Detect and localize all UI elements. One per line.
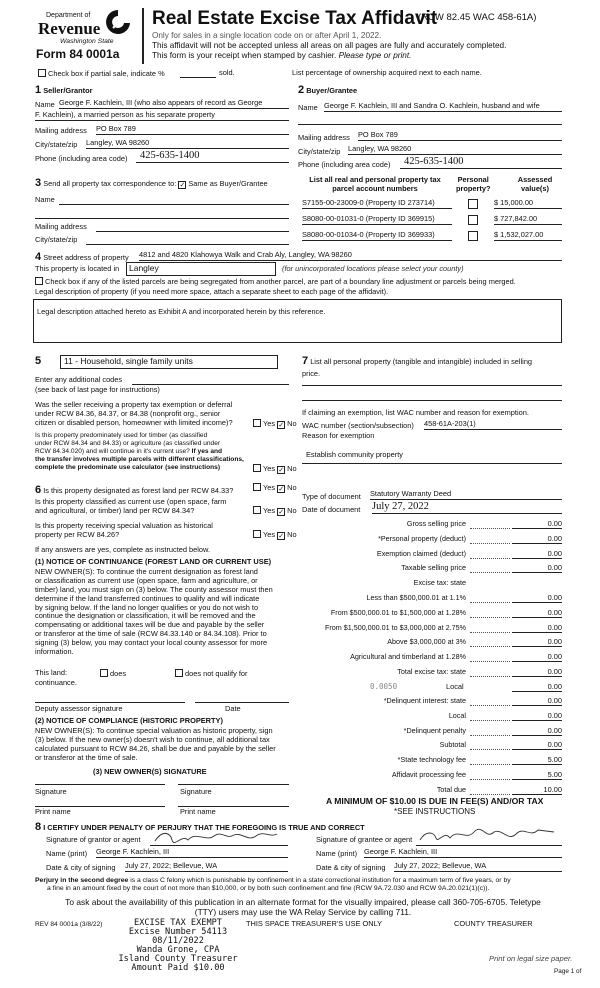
reason-line[interactable] bbox=[302, 463, 562, 464]
tax2-label-1: Local bbox=[448, 710, 466, 720]
notice-continuance-text: NEW OWNER(S): To continue the current designation as forest land or classification as current use (open space, farm and agriculture, or timber) land, you must sign on (3) below. The county assessor must then determine if the land transferred continues to qualify and will indicate by signing below. If the land no longer qualifies or you do not wish to continue the designation or classification, it will be removed and the compensating or additional taxes will be due and payable by the seller or transferor at the time of sale (RCW 84.33.140 or 84.34.108). Prior to signing (3) below, you may contact your local county assessor for more information. bbox=[35, 567, 273, 656]
tax2-label-0: *Delinquent interest: state bbox=[383, 696, 466, 705]
parcel-row-2-value[interactable]: $ 727,842.00 bbox=[494, 215, 562, 225]
tax-leader-7 bbox=[470, 632, 510, 633]
location-select[interactable]: Langley bbox=[126, 262, 276, 276]
dept-label: Department of bbox=[46, 12, 91, 19]
timber-no-checkbox[interactable]: ✓ bbox=[278, 467, 285, 474]
doc-date-label: Date of document bbox=[302, 505, 361, 514]
buyer-name-line-2[interactable] bbox=[298, 124, 562, 125]
claim-exemption-label: If claiming an exemption, list WAC number and reason for exemption. bbox=[302, 408, 529, 417]
tax2-value-1[interactable]: 0.00 bbox=[512, 711, 562, 721]
tax2-label-2: *Delinquent penalty bbox=[403, 725, 466, 735]
historic-yes-no[interactable]: Yes ✓ No bbox=[253, 530, 297, 540]
tax-label-0: Gross selling price bbox=[406, 519, 466, 528]
buyer-phone[interactable]: 425-635-1400 bbox=[400, 156, 562, 169]
tax2-value-5[interactable]: 5.00 bbox=[512, 770, 562, 780]
seller-heading: 1 Seller/Grantor bbox=[35, 84, 93, 96]
tax-leader-9 bbox=[470, 661, 510, 662]
wac-number[interactable]: 458-61A-203(1) bbox=[424, 420, 562, 430]
grantor-name[interactable]: George F. Kachlein, III bbox=[96, 848, 288, 858]
grantee-signature[interactable] bbox=[418, 826, 558, 846]
seller-name-label: Name bbox=[35, 100, 55, 109]
tax-leader-8 bbox=[470, 646, 510, 647]
seller-mail-label: Mailing address bbox=[35, 126, 87, 135]
header-line-1: Only for sales in a single location code on or after April 1, 2022. bbox=[152, 31, 382, 40]
additional-codes-label: Enter any additional codes bbox=[35, 375, 123, 384]
tax-leader-1 bbox=[470, 543, 510, 544]
notice-compliance-title: (2) NOTICE OF COMPLIANCE (HISTORIC PROPERTY) bbox=[35, 716, 223, 725]
legal-desc-text: Legal description attached hereto as Exhibit A and incorporated herein by this reference. bbox=[37, 307, 326, 316]
timber-question: Is this property predominately used for timber (as classified under RCW 84.34 and 84.33) or agriculture (as classified under RCW 84.34.020) and will continue in it's current use? If yes and the transfer involves multiple parcels with different classifications, complete the predominate use calculator (see instructions) bbox=[35, 432, 244, 471]
see-instructions: *SEE INSTRUCTIONS bbox=[394, 807, 476, 816]
seller-phone[interactable]: 425-635-1400 bbox=[136, 150, 289, 163]
tax-value-5[interactable]: 0.00 bbox=[512, 593, 562, 603]
local-rate: 0.0050 bbox=[370, 682, 398, 691]
forest-no-checkbox[interactable]: ✓ bbox=[278, 486, 285, 493]
parcel-row-1-number[interactable]: S7155-00-23009-0 (Property ID 273714) bbox=[302, 199, 452, 209]
buyer-mail[interactable]: PO Box 789 bbox=[358, 131, 562, 141]
partial-pct-line[interactable] bbox=[180, 77, 216, 78]
tax-label-7: From $1,500,000.01 to $3,000,000 at 2.75% bbox=[324, 622, 466, 632]
does-not-qualify-checkbox[interactable] bbox=[175, 669, 183, 677]
partial-sale-checkbox[interactable] bbox=[38, 69, 46, 77]
tax2-leader-6 bbox=[470, 794, 510, 795]
parcel-row-3-personal-checkbox[interactable] bbox=[468, 231, 478, 241]
corr-name-label: Name bbox=[35, 195, 55, 204]
grantor-signature[interactable] bbox=[152, 828, 280, 846]
does-not-option[interactable]: does not qualify for bbox=[175, 669, 247, 679]
parcel-header-assessed: Assessed value(s) bbox=[517, 175, 553, 193]
current-use-yes-no[interactable]: Yes ✓ No bbox=[253, 506, 297, 516]
grantee-name[interactable]: George F. Kachlein, III bbox=[364, 848, 562, 858]
perjury-notice: Perjury in the second degree is a class C felony which is punishable by confinement in a state correctional institution for a maximum term of five years, or by a fine in an amount fixed by the court of not more than $10,000, or by both such confinement and fine (RCW 9A.72.030 and RCW 9A.20.021(1)(c)). bbox=[35, 877, 511, 893]
personal-property-line-2[interactable] bbox=[302, 400, 562, 401]
state-label: Washington State bbox=[60, 38, 114, 45]
corr-mail-label: Mailing address bbox=[35, 222, 87, 231]
owner-print-label-2: Print name bbox=[180, 807, 216, 816]
tax-label-10: Total excise tax: state bbox=[397, 667, 466, 676]
exemption-yes-no[interactable]: Yes ✓ No bbox=[253, 419, 297, 429]
grantor-name-label: Name (print) bbox=[46, 849, 88, 858]
local-tax-label: Local bbox=[446, 682, 464, 691]
tax-leader-10 bbox=[470, 676, 510, 677]
tax2-leader-5 bbox=[470, 779, 510, 780]
corr-mail-line[interactable] bbox=[96, 231, 289, 232]
certify-statement: 8 I CERTIFY UNDER PENALTY OF PERJURY THAT THE FOREGOING IS TRUE AND CORRECT bbox=[35, 821, 365, 833]
deputy-date-label: Date bbox=[225, 704, 241, 713]
parcel-row-1-value[interactable]: $ 15,000.00 bbox=[494, 199, 562, 209]
form-number: Form 84 0001a bbox=[36, 47, 120, 61]
grantee-name-label: Name (print) bbox=[316, 849, 358, 858]
corr-city-label: City/state/zip bbox=[35, 235, 78, 244]
tax2-label-4: *State technology fee bbox=[397, 755, 466, 765]
tax-value-10[interactable]: 0.00 bbox=[512, 667, 562, 677]
doc-date[interactable]: July 27, 2022 bbox=[372, 501, 562, 514]
parcel-row-3-number[interactable]: S8080-00-01034-0 (Property ID 369933) bbox=[302, 231, 452, 241]
tax2-label-6: Total due bbox=[436, 784, 466, 794]
page-title: Real Estate Excise Tax Affidavit bbox=[152, 8, 438, 29]
deputy-sig-label: Deputy assessor signature bbox=[35, 704, 123, 713]
parcel-header-personal: Personal property? bbox=[456, 175, 491, 193]
grantor-date-label: Date & city of signing bbox=[46, 863, 116, 872]
corr-name-line[interactable] bbox=[59, 204, 289, 205]
does-qualify-checkbox[interactable] bbox=[100, 669, 108, 677]
corr-name-line-2[interactable] bbox=[35, 218, 289, 219]
grantor-date-city[interactable]: July 27, 2022; Bellevue, WA bbox=[125, 862, 288, 872]
treasurer-stamp: EXCISE TAX EXEMPT Excise Number 54113 08/11/2022 Wanda Grone, CPA Island County Treasurer Amount Paid $10.00 bbox=[118, 918, 238, 974]
legal-desc-box[interactable] bbox=[33, 299, 562, 343]
tax-value-3[interactable]: 0.00 bbox=[512, 563, 562, 573]
tax2-value-6[interactable]: 10.00 bbox=[512, 785, 562, 795]
grantor-sig-label: Signature of grantor or agent bbox=[46, 835, 141, 844]
partial-sale-row[interactable]: Check box if partial sale, indicate % bbox=[38, 69, 165, 79]
tax-value-9[interactable]: 0.00 bbox=[512, 652, 562, 662]
location-note: (for unincorporated locations please select your county) bbox=[282, 264, 464, 273]
segregated-row[interactable]: Check box if any of the listed parcels are being segregated from another parcel, are part of a boundary line adjustment or parcels being merged. bbox=[35, 277, 516, 287]
tax2-value-0[interactable]: 0.00 bbox=[512, 696, 562, 706]
tax2-label-5: Affidavit processing fee bbox=[391, 770, 466, 779]
street-address[interactable]: 4812 and 4820 Klahowya Walk and Crab Aly, Langley, WA 98260 bbox=[139, 251, 562, 261]
buyer-city[interactable]: Langley, WA 98260 bbox=[348, 145, 562, 155]
treasurer-use: THIS SPACE TREASURER'S USE ONLY bbox=[246, 919, 383, 928]
tax-leader-2 bbox=[470, 558, 510, 559]
local-tax-value[interactable]: 0.00 bbox=[512, 682, 562, 692]
tax-value-8[interactable]: 0.00 bbox=[512, 637, 562, 647]
current-use-yes-checkbox[interactable] bbox=[253, 506, 261, 514]
grantee-date-label: Date & city of signing bbox=[316, 863, 386, 872]
seller-city-label: City/state/zip bbox=[35, 140, 78, 149]
doc-type[interactable]: Statutory Warranty Deed bbox=[370, 490, 562, 500]
revenue-logo-icon bbox=[104, 8, 132, 38]
tax-value-6[interactable]: 0.00 bbox=[512, 608, 562, 618]
reason-value[interactable]: Establish community property bbox=[306, 450, 403, 459]
tax2-leader-3 bbox=[470, 749, 510, 750]
legal-desc-label: Legal description of property (if you need more space, attach a separate sheet to each page of the affidavit). bbox=[35, 287, 389, 296]
header-line-3: This form is your receipt when stamped by cashier. Please type or print. bbox=[152, 51, 412, 60]
segregated-checkbox[interactable] bbox=[35, 277, 43, 285]
correspondence-row: 3 Send all property tax correspondence to: ✓ Same as Buyer/Grantee bbox=[35, 177, 268, 189]
tax-label-8: Above $3,000,000 at 3% bbox=[387, 637, 466, 647]
section-5-number: 5 bbox=[35, 355, 42, 367]
historic-question: Is this property receiving special valuation as historical property per RCW 84.26? bbox=[35, 521, 213, 540]
owner-sig-label-1: Signature bbox=[35, 787, 67, 796]
tax2-leader-2 bbox=[470, 735, 510, 736]
land-use-select[interactable]: 11 - Household, single family units bbox=[60, 355, 278, 369]
deputy-sig-line[interactable] bbox=[35, 702, 185, 703]
current-use-no-checkbox[interactable]: ✓ bbox=[278, 509, 285, 516]
tax-label-3: Taxable selling price bbox=[401, 563, 466, 573]
timber-yes-checkbox[interactable] bbox=[253, 464, 261, 472]
grantee-date-city[interactable]: July 27, 2022; Bellevue, WA bbox=[394, 862, 562, 872]
sold-label: sold. bbox=[219, 68, 235, 77]
accessibility-notice: To ask about the availability of this publication in an alternate format for the visually impaired, please call 360-705-6705. Teletype (TTY) users may use the WA Relay Service by calling 711. bbox=[65, 897, 541, 917]
forest-yes-no[interactable]: Yes ✓ No bbox=[253, 483, 297, 493]
personal-property-line-1[interactable] bbox=[302, 385, 562, 386]
rcw-reference: (RCW 82.45 WAC 458-61A) bbox=[418, 12, 537, 23]
exemption-question: Was the seller receiving a property tax exemption or deferral under RCW 84.36, 84.37, or 84.38 (nonprofit org., senior citizen or disabled person, homeowner with limited income)? bbox=[35, 400, 233, 428]
owner-print-label-1: Print name bbox=[35, 807, 71, 816]
owner-sig-label-2: Signature bbox=[180, 787, 212, 796]
county-treasurer: COUNTY TREASURER bbox=[454, 919, 533, 928]
pct-instruction: List percentage of ownership acquired next to each name. bbox=[292, 68, 482, 77]
personal-property-label: 7 List all personal property (tangible and intangible) included in selling price. bbox=[302, 355, 533, 378]
buyer-city-label: City/state/zip bbox=[298, 147, 341, 156]
wac-label: WAC number (section/subsection) bbox=[302, 421, 414, 430]
additional-codes-note: (see back of last page for instructions) bbox=[35, 385, 160, 394]
legal-size-note: Print on legal size paper. bbox=[489, 954, 573, 963]
header-line-2: This affidavit will not be accepted unless all areas on all pages are fully and accurately completed. bbox=[152, 41, 507, 50]
if-any-yes: If any answers are yes, complete as instructed below. bbox=[35, 545, 210, 554]
tax2-value-2[interactable]: 0.00 bbox=[512, 726, 562, 736]
parcel-row-3-value[interactable]: $ 1,532,027.00 bbox=[494, 231, 562, 241]
tax2-leader-0 bbox=[470, 705, 510, 706]
tax2-value-4[interactable]: 5.00 bbox=[512, 755, 562, 765]
historic-no-checkbox[interactable]: ✓ bbox=[278, 533, 285, 540]
exemption-yes-checkbox[interactable] bbox=[253, 419, 261, 427]
parcel-row-2-number[interactable]: S8080-00-01031-0 (Property ID 369915) bbox=[302, 215, 452, 225]
forest-yes-checkbox[interactable] bbox=[253, 483, 261, 491]
seller-mail[interactable]: PO Box 789 bbox=[96, 125, 289, 135]
buyer-heading: 2 Buyer/Grantee bbox=[298, 84, 358, 96]
tax-value-1[interactable]: 0.00 bbox=[512, 534, 562, 544]
corr-city-line[interactable] bbox=[86, 244, 289, 245]
exemption-no-checkbox[interactable]: ✓ bbox=[278, 422, 285, 429]
does-option[interactable]: does bbox=[100, 669, 126, 679]
grantee-sig-label: Signature of grantee or agent bbox=[316, 835, 413, 844]
tax2-value-3[interactable]: 0.00 bbox=[512, 740, 562, 750]
tax-label-1: *Personal property (deduct) bbox=[378, 533, 466, 543]
revenue-logo-text: Revenue bbox=[38, 19, 101, 38]
this-land-label: This land: bbox=[35, 668, 68, 677]
buyer-mail-label: Mailing address bbox=[298, 133, 350, 142]
revision: REV 84 0001a (3/8/22) bbox=[35, 921, 103, 928]
seller-name-1[interactable]: George F. Kachlein, III (who also appears of record as George bbox=[59, 99, 289, 109]
minimum-due: A MINIMUM OF $10.00 IS DUE IN FEE(S) AND/OR TAX bbox=[326, 796, 544, 806]
timber-yes-no[interactable]: Yes ✓ No bbox=[253, 464, 297, 474]
notice-continuance-title: (1) NOTICE OF CONTINUANCE (FOREST LAND OR CURRENT USE) bbox=[35, 557, 272, 566]
buyer-name[interactable]: George F. Kachlein, III and Sandra O. Kachlein, husband and wife bbox=[324, 102, 562, 112]
location-label: This property is located in bbox=[35, 264, 120, 273]
current-use-question: Is this property classified as current use (open space, farm and agricultural, or timber) land per RCW 84.34? bbox=[35, 497, 227, 516]
seller-name-2[interactable]: F. Kachlein), a married person as his separate property bbox=[35, 111, 289, 121]
parcel-header-accounts: List all real and personal property tax parcel account numbers bbox=[309, 175, 441, 193]
buyer-phone-label: Phone (including area code) bbox=[298, 160, 391, 169]
tax2-leader-4 bbox=[470, 764, 510, 765]
tax-value-0[interactable]: 0.00 bbox=[512, 519, 562, 529]
doc-type-label: Type of document bbox=[302, 492, 361, 501]
tax-label-5: Less than $500,000.01 at 1.1% bbox=[366, 593, 466, 602]
page-number: Page 1 of bbox=[554, 968, 582, 975]
header-divider bbox=[142, 8, 144, 64]
seller-phone-label: Phone (including area code) bbox=[35, 154, 128, 163]
reason-label: Reason for exemption bbox=[302, 431, 375, 440]
tax-label-6: From $500,000.01 to $1,500,000 at 1.28% bbox=[330, 607, 466, 617]
owner-sig-line-1[interactable] bbox=[35, 784, 165, 785]
tax2-leader-1 bbox=[470, 720, 510, 721]
forest-question: 6 Is this property designated as forest land per RCW 84.33? bbox=[35, 484, 234, 496]
tax-value-7[interactable]: 0.00 bbox=[512, 623, 562, 633]
tax2-label-3: Subtotal bbox=[439, 740, 466, 750]
new-owner-sig-title: (3) NEW OWNER(S) SIGNATURE bbox=[93, 767, 207, 776]
street-label: 4 Street address of property bbox=[35, 251, 129, 263]
tax-label-9: Agricultural and timberland at 1.28% bbox=[350, 652, 466, 662]
seller-city[interactable]: Langley, WA 98260 bbox=[86, 139, 289, 149]
parcel-row-2-personal-checkbox[interactable] bbox=[468, 215, 478, 225]
notice-compliance-text: NEW OWNER(S): To continue special valuation as historic property, sign (3) below. If the new owner(s) doesn't wish to continue, all additional tax calculated pursuant to RCW 84.26, shall be due and payable by the seller or transferor at the time of sale. bbox=[35, 726, 276, 762]
buyer-name-label: Name bbox=[298, 103, 318, 112]
tax-leader-6 bbox=[470, 617, 510, 618]
tax-value-2[interactable]: 0.00 bbox=[512, 549, 562, 559]
continuance-label: continuance. bbox=[35, 678, 77, 687]
tax-leader-5 bbox=[470, 602, 510, 603]
tax-leader-3 bbox=[470, 572, 510, 573]
tax-label-2: Exemption claimed (deduct) bbox=[376, 548, 466, 558]
tax-leader-0 bbox=[470, 528, 510, 529]
same-as-buyer-checkbox[interactable]: ✓ bbox=[179, 182, 186, 189]
tax-label-4: Excise tax: state bbox=[413, 578, 466, 588]
parcel-row-1-personal-checkbox[interactable] bbox=[468, 199, 478, 209]
